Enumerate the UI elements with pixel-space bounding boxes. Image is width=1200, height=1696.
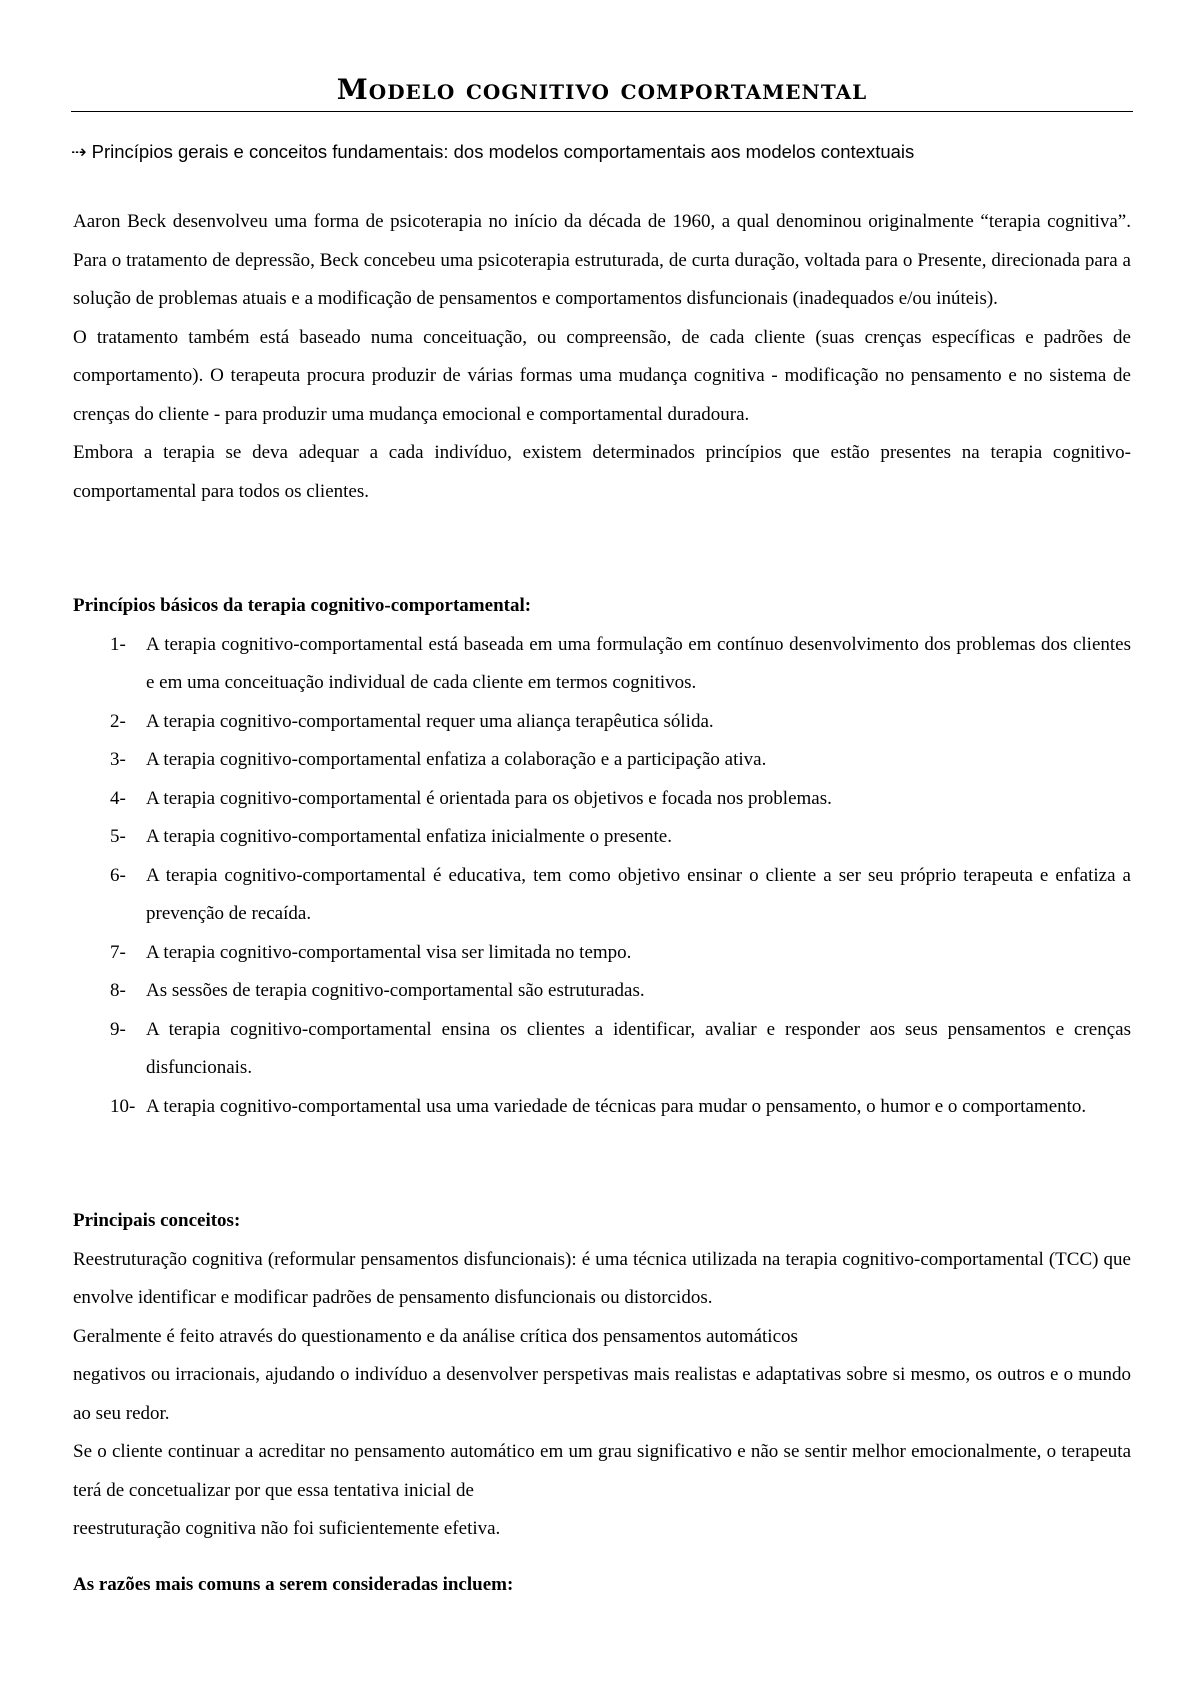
principle-number: 6-	[110, 864, 126, 886]
principles-list	[73, 626, 1131, 1127]
principle-text: A terapia cognitivo-comportamental é educativa, tem como objetivo ensinar o cliente a ser seu próprio terapeuta e enfatiza a prevenção de recaída.	[146, 864, 1131, 924]
principle-item	[73, 1011, 1131, 1088]
principle-number: 5-	[110, 826, 126, 847]
reasons-section	[73, 1566, 1131, 1605]
principle-text: A terapia cognitivo-comportamental visa ser limitada no tempo.	[146, 941, 632, 963]
concepts-paragraph: Geralmente é feito através do questionamento e da análise crítica dos pensamentos automáticos	[73, 1325, 798, 1347]
concepts-paragraph: negativos ou irracionais, ajudando o indivíduo a desenvolver perspetivas mais realistas e adaptativas sobre si mesmo, os outros e o mundo ao seu redor.	[73, 1364, 1131, 1424]
intro-paragraph: Embora a terapia se deva adequar a cada indivíduo, existem determinados princípios que estão presentes na terapia cognitivo-comportamental para todos os clientes.	[73, 442, 1131, 502]
principle-item	[73, 703, 1131, 742]
principle-item	[73, 972, 1131, 1011]
subtitle-line: ⇢ Princípios gerais e conceitos fundamentais: dos modelos comportamentais aos modelos contextuais	[71, 141, 915, 162]
principle-text: A terapia cognitivo-comportamental usa uma variedade de técnicas para mudar o pensamento, o humor e o comportamento.	[146, 1095, 1087, 1117]
principle-item	[73, 780, 1131, 819]
concepts-section	[73, 1202, 1131, 1549]
principles-section	[73, 587, 1131, 1126]
concepts-paragraph: Se o cliente continuar a acreditar no pensamento automático em um grau significativo e não se sentir melhor emocionalmente, o terapeuta terá de concetualizar por que essa tentativa inicial de	[73, 1441, 1131, 1501]
intro-paragraph: Aaron Beck desenvolveu uma forma de psicoterapia no início da década de 1960, a qual denominou originalmente “terapia cognitiva”. Para o tratamento de depressão, Beck concebeu uma psicoterapia estruturada, de curta duração, voltada para o Presente, direcionada para a solução de problemas atuais e a modificação de pensamentos e comportamentos disfuncionais (inadequados e/ou inúteis).	[73, 211, 1131, 309]
principle-number: 10-	[110, 1095, 136, 1117]
principle-item	[73, 818, 1131, 857]
principle-item	[73, 741, 1131, 780]
title-underline	[71, 111, 1133, 112]
principles-heading: Princípios básicos da terapia cognitivo-comportamental:	[73, 595, 532, 616]
principle-item	[73, 934, 1131, 973]
principle-number: 7-	[110, 941, 126, 963]
intro-section	[73, 203, 1131, 511]
principle-text: A terapia cognitivo-comportamental está baseada em uma formulação em contínuo desenvolvimento dos problemas dos clientes e em uma conceituação individual de cada cliente em termos cognitivos.	[146, 633, 1131, 693]
principle-text: A terapia cognitivo-comportamental enfatiza a colaboração e a participação ativa.	[146, 749, 767, 770]
principle-number: 2-	[110, 710, 126, 732]
principle-item	[73, 1088, 1131, 1127]
concepts-paragraph: reestruturação cognitiva não foi suficientemente efetiva.	[73, 1518, 501, 1539]
principle-text: A terapia cognitivo-comportamental requer uma aliança terapêutica sólida.	[146, 710, 714, 732]
document-title: Modelo cognitivo comportamental	[336, 73, 868, 106]
principle-number: 4-	[110, 787, 126, 809]
principle-text: A terapia cognitivo-comportamental enfatiza inicialmente o presente.	[146, 826, 672, 847]
principle-text: As sessões de terapia cognitivo-comportamental são estruturadas.	[146, 980, 645, 1001]
principle-text: A terapia cognitivo-comportamental é orientada para os objetivos e focada nos problemas.	[146, 787, 832, 809]
principle-number: 1-	[110, 633, 126, 655]
principle-item	[73, 857, 1131, 934]
concepts-heading: Principais conceitos:	[73, 1210, 241, 1231]
principle-text: A terapia cognitivo-comportamental ensina os clientes a identificar, avaliar e responder aos seus pensamentos e crenças disfuncionais.	[146, 1018, 1131, 1078]
concepts-paragraph: Reestruturação cognitiva (reformular pensamentos disfuncionais): é uma técnica utilizada na terapia cognitivo-comportamental (TCC) que envolve identificar e modificar padrões de pensamento disfuncionais ou distorcidos.	[73, 1248, 1131, 1308]
intro-paragraph: O tratamento também está baseado numa conceituação, ou compreensão, de cada cliente (suas crenças específicas e padrões de comportamento). O terapeuta procura produzir de várias formas uma mudança cognitiva - modificação no pensamento e no sistema de crenças do cliente - para produzir uma mudança emocional e comportamental duradoura.	[73, 326, 1131, 425]
principle-item	[73, 626, 1131, 703]
principle-number: 9-	[110, 1018, 126, 1040]
reasons-heading: As razões mais comuns a serem consideradas incluem:	[73, 1574, 514, 1595]
principle-number: 3-	[110, 749, 126, 770]
principle-number: 8-	[110, 980, 126, 1001]
